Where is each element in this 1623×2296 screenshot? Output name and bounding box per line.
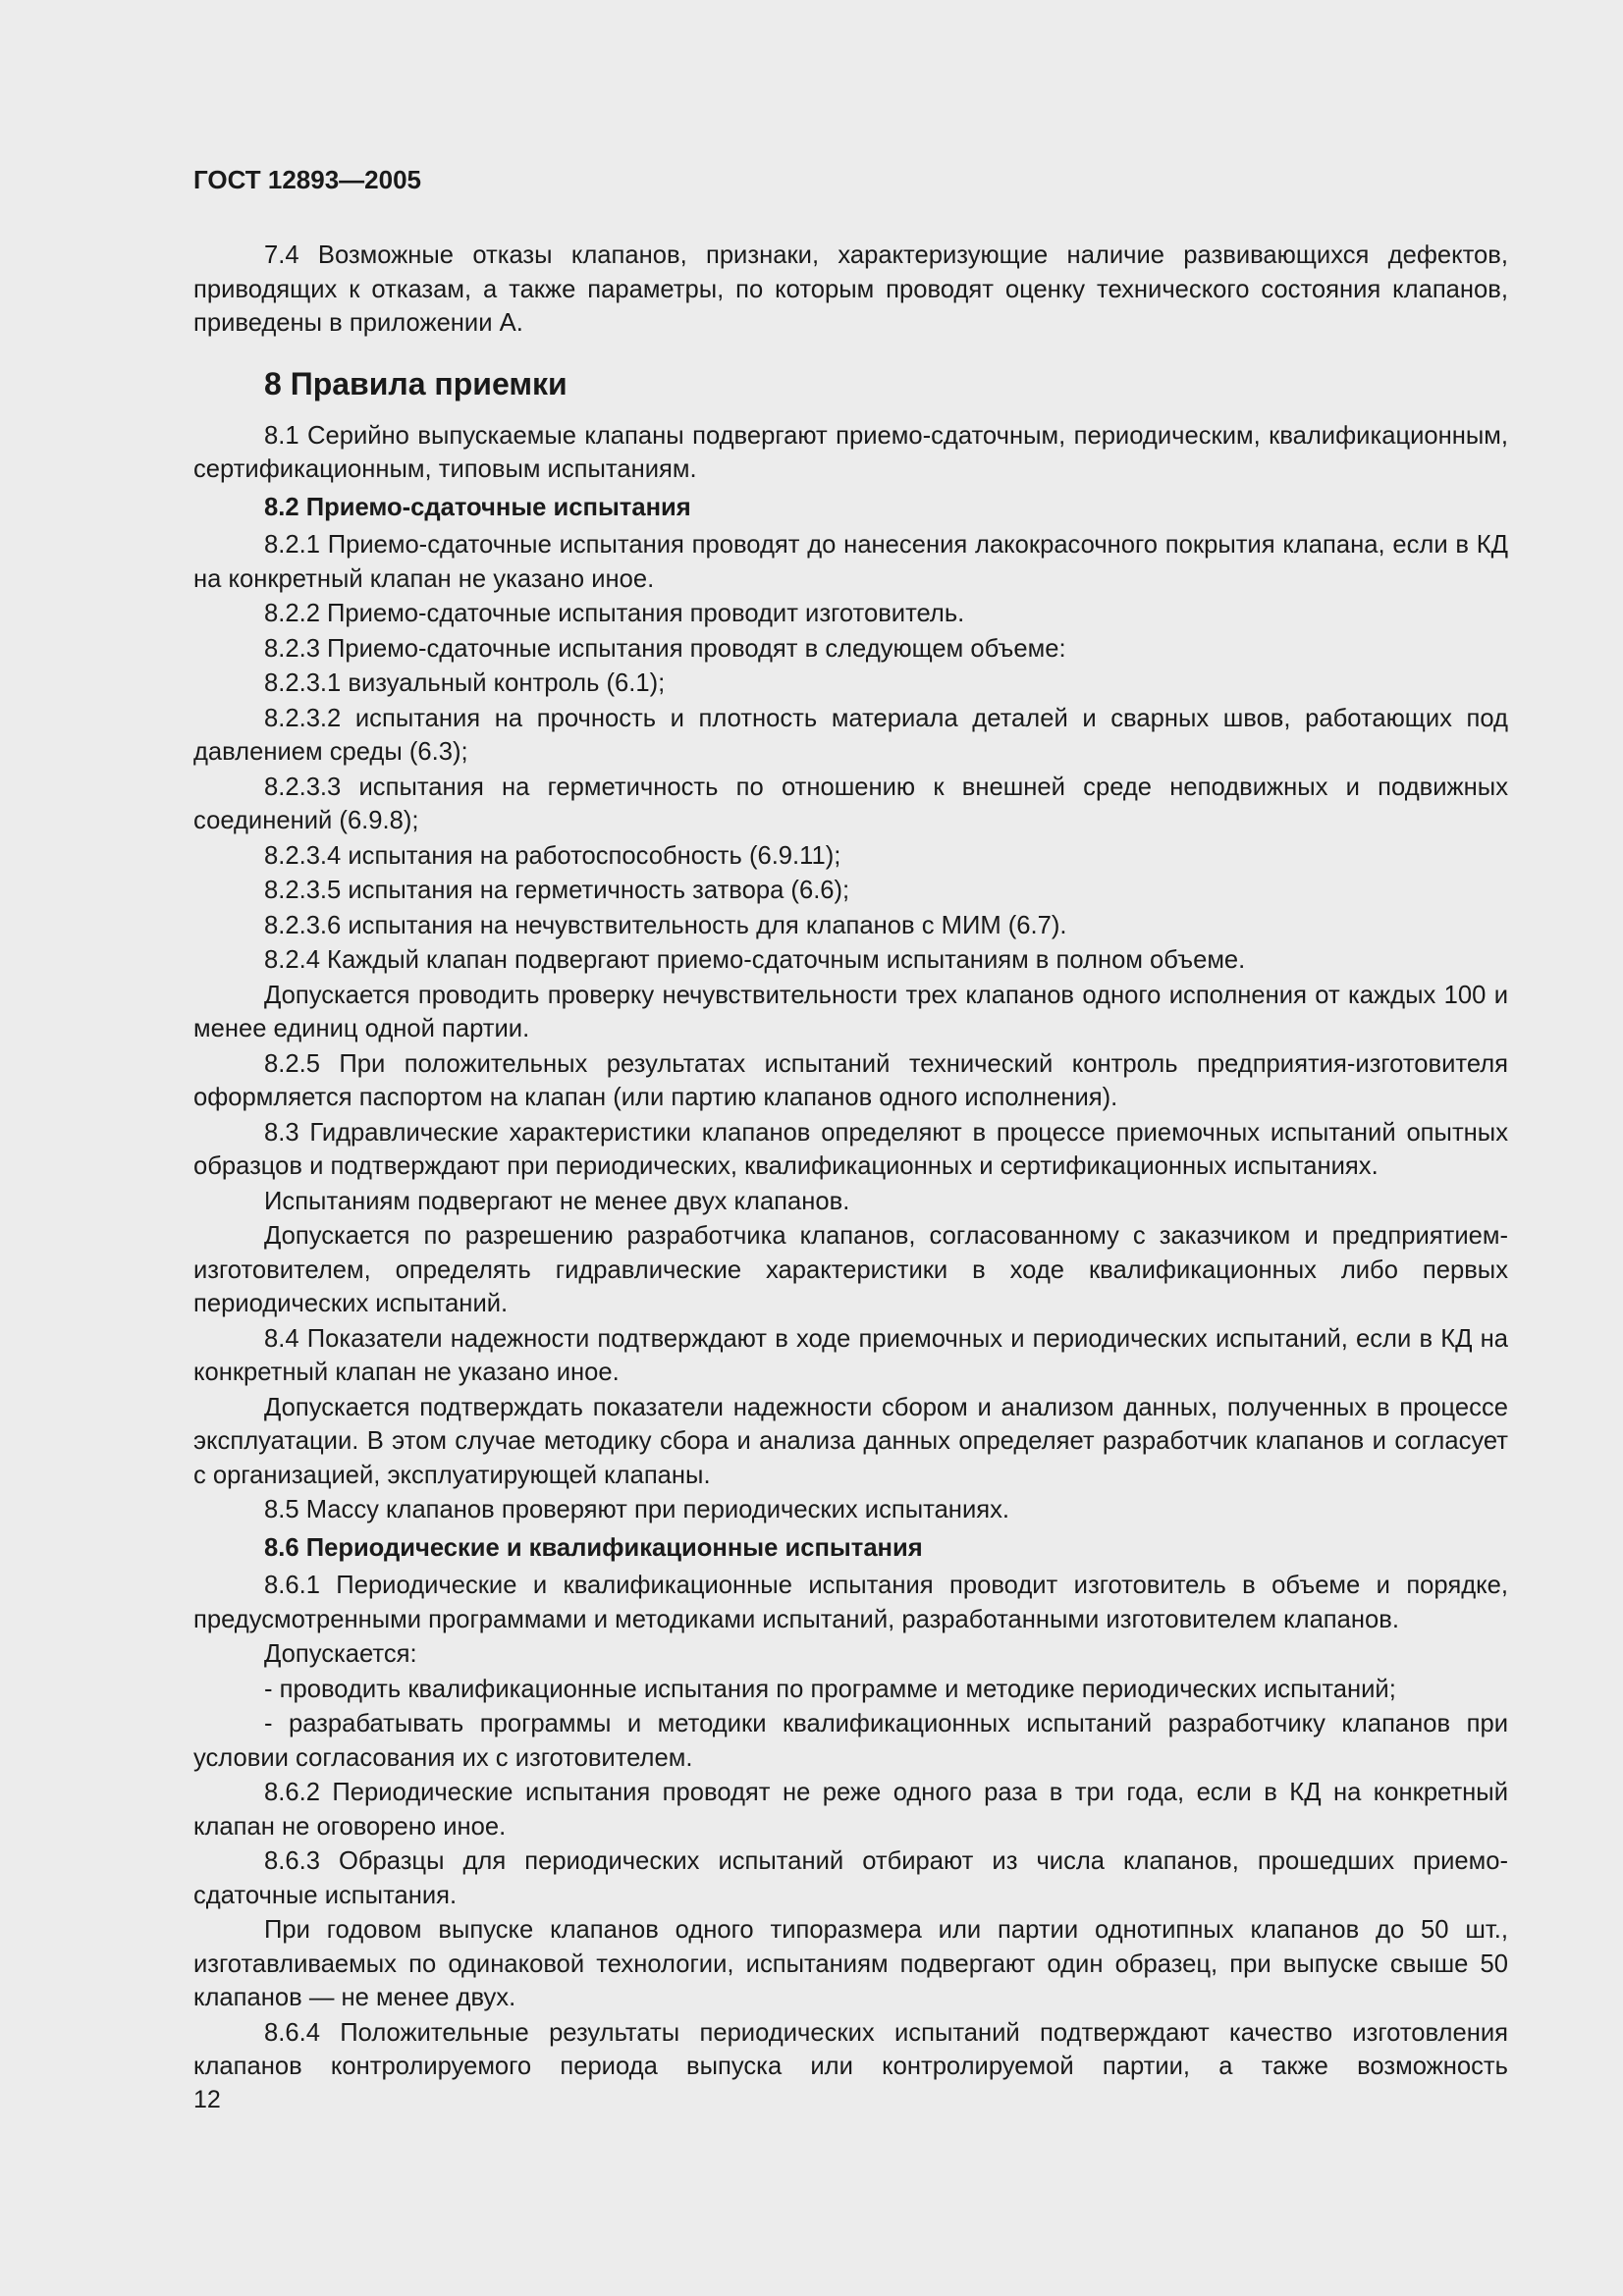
paragraph-7-4: 7.4 Возможные отказы клапанов, признаки, характеризующие наличие развивающихся дефектов, приводящих к отказам, а также параметры, по которым проводят оценку технического состояния клапанов, приведены в приложении А.	[193, 241, 1508, 337]
paragraph-8-2-2: 8.2.2 Приемо-сдаточные испытания проводит изготовитель.	[264, 600, 965, 627]
paragraph-8-2-3: 8.2.3 Приемо-сдаточные испытания проводят в следующем объеме:	[264, 634, 1066, 663]
subsection-title-8-2: 8.2 Приемо-сдаточные испытания	[264, 493, 691, 521]
paragraph-8-6-3-note: При годовом выпуске клапанов одного типоразмера или партии однотипных клапанов до 50 шт., изготавливаемых по одинаковой технологии, испытаниям подвергают один образец, при выпуске свыше 50 клапанов — не менее двух.	[193, 1916, 1508, 2011]
paragraph-8-2-3-2: 8.2.3.2 испытания на прочность и плотность материала деталей и сварных швов, работающих под давлением среды (6.3);	[193, 704, 1508, 766]
paragraph-8-4-note: Допускается подтверждать показатели надежности сбором и анализом данных, полученных в процессе эксплуатации. В этом случае методику сбора и анализа данных определяет разработчик клапанов и согласует с организацией, эксплуатирующей клапаны.	[193, 1393, 1508, 1489]
document-body	[193, 239, 1508, 2084]
page-number: 12	[193, 2086, 221, 2113]
paragraph-8-6-1-allowed: Допускается:	[264, 1640, 417, 1668]
paragraph-8-2-3-6: 8.2.3.6 испытания на нечувствительность для клапанов с МИМ (6.7).	[264, 911, 1067, 939]
paragraph-8-6-4: 8.6.4 Положительные результаты периодических испытаний подтверждают качество изготовления клапанов контролируемого периода выпуска или контролируемой партии, а также возможность	[193, 2018, 1508, 2080]
paragraph-8-3-count: Испытаниям подвергают не менее двух клапанов.	[264, 1187, 850, 1215]
paragraph-8-4: 8.4 Показатели надежности подтверждают в ходе приемочных и периодических испытаний, если в КД на конкретный клапан не указано иное.	[193, 1324, 1508, 1386]
paragraph-8-2-3-3: 8.2.3.3 испытания на герметичность по отношению к внешней среде неподвижных и подвижных соединений (6.9.8);	[193, 773, 1508, 834]
paragraph-8-1: 8.1 Серийно выпускаемые клапаны подвергают приемо-сдаточным, периодическим, квалификационным, сертификационным, типовым испытаниям.	[193, 421, 1508, 483]
paragraph-8-2-4-note: Допускается проводить проверку нечувствительности трех клапанов одного исполнения от каждых 100 и менее единиц одной партии.	[193, 981, 1508, 1042]
list-item-8-6-1-a: - проводить квалификационные испытания по программе и методике периодических испытаний;	[264, 1675, 1396, 1703]
paragraph-8-2-3-1: 8.2.3.1 визуальный контроль (6.1);	[264, 669, 666, 697]
paragraph-8-3: 8.3 Гидравлические характеристики клапанов определяют в процессе приемочных испытаний опытных образцов и подтверждают при периодических, квалификационных и сертификационных испытаниях.	[193, 1118, 1508, 1180]
paragraph-8-2-5: 8.2.5 При положительных результатах испытаний технический контроль предприятия-изготовителя оформляется паспортом на клапан (или партию клапанов одного исполнения).	[193, 1049, 1508, 1111]
document-code: ГОСТ 12893—2005	[193, 165, 421, 194]
list-item-8-6-1-b: - разрабатывать программы и методики квалификационных испытаний разработчику клапанов при условии согласования их с изготовителем.	[193, 1710, 1508, 1772]
paragraph-8-6-3: 8.6.3 Образцы для периодических испытаний отбирают из числа клапанов, прошедших приемо-сдаточные испытания.	[193, 1847, 1508, 1909]
paragraph-8-2-3-5: 8.2.3.5 испытания на герметичность затвора (6.6);	[264, 877, 850, 904]
section-title-8: 8 Правила приемки	[264, 365, 568, 401]
paragraph-8-6-2: 8.6.2 Периодические испытания проводят не реже одного раза в три года, если в КД на конкретный клапан не оговорено иное.	[193, 1779, 1508, 1841]
paragraph-8-2-3-4: 8.2.3.4 испытания на работоспособность (6.9.11);	[264, 841, 841, 870]
paragraph-8-2-1: 8.2.1 Приемо-сдаточные испытания проводят до нанесения лакокрасочного покрытия клапана, если в КД на конкретный клапан не указано иное.	[193, 531, 1508, 593]
subsection-title-8-6: 8.6 Периодические и квалификационные испытания	[264, 1533, 923, 1562]
paragraph-8-3-note: Допускается по разрешению разработчика клапанов, согласованному с заказчиком и предприятием-изготовителем, определять гидравлические характеристики в ходе квалификационных либо первых периодических испытаний.	[193, 1222, 1508, 1317]
paragraph-8-2-4: 8.2.4 Каждый клапан подвергают приемо-сдаточным испытаниям в полном объеме.	[264, 946, 1246, 974]
paragraph-8-6-1: 8.6.1 Периодические и квалификационные испытания проводит изготовитель в объеме и порядке, предусмотренными программами и методиками испытаний, разработанными изготовителем клапанов.	[193, 1572, 1508, 1633]
paragraph-8-5: 8.5 Массу клапанов проверяют при периодических испытаниях.	[264, 1496, 1010, 1523]
